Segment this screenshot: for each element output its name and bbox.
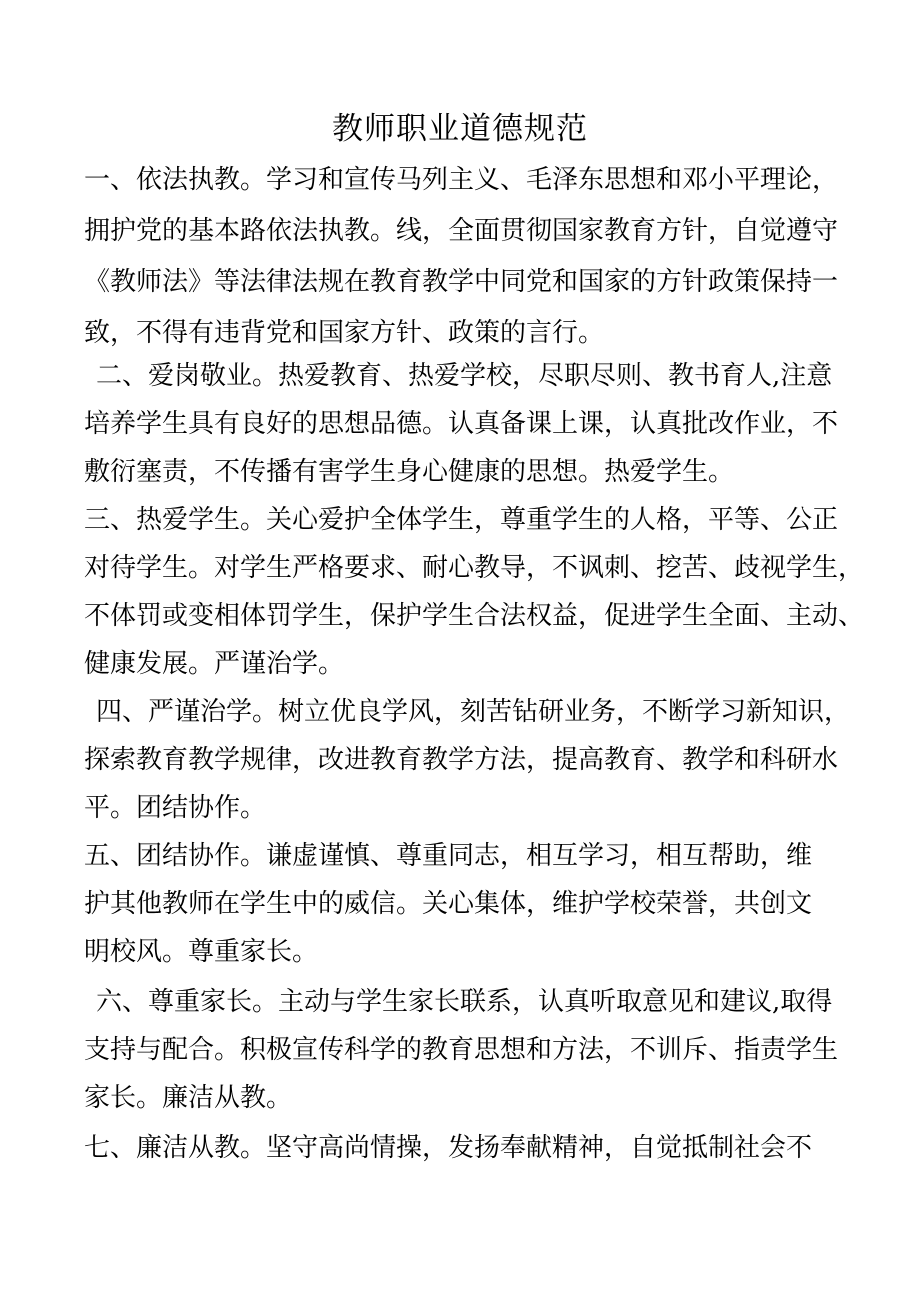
text-line: 拥护党的基本路依法执教。线，全面贯彻国家教育方针，自觉遵守	[84, 216, 839, 246]
text-line: 二、爱岗敬业。热爱教育、热爱学校，尽职尽则、教书育人,注意	[96, 361, 833, 391]
text-line: 六、尊重家长。主动与学生家长联系，认真听取意见和建议,取得	[96, 987, 833, 1017]
text-line: 明校风。尊重家长。	[84, 937, 319, 967]
text-line: 四、严谨治学。树立优良学风，刻苦钻研业务，不断学习新知识，	[96, 697, 851, 727]
text-line: 平。团结协作。	[84, 793, 267, 823]
text-line: 家长。廉洁从教。	[84, 1083, 293, 1113]
text-line: 探索教育教学规律，改进教育教学方法，提高教育、教学和科研水	[84, 745, 839, 775]
text-line: 七、廉洁从教。坚守高尚情操，发扬奉献精神，自觉抵制社会不	[84, 1133, 813, 1163]
text-line: 五、团结协作。谦虚谨慎、尊重同志，相互学习，相互帮助，维	[84, 841, 813, 871]
text-line: 健康发展。严谨治学。	[84, 649, 345, 679]
text-line: 三、热爱学生。关心爱护全体学生，尊重学生的人格，平等、公正	[84, 505, 839, 535]
text-line: 不体罚或变相体罚学生，保护学生合法权益，促进学生全面、主动、	[84, 601, 865, 631]
document-title: 教师职业道德规范	[332, 111, 588, 147]
text-line: 致，不得有违背党和国家方针、政策的言行。	[84, 318, 605, 348]
text-line: 一、依法执教。学习和宣传马列主义、毛泽东思想和邓小平理论，	[84, 165, 839, 195]
text-line: 培养学生具有良好的思想品德。认真备课上课，认真批改作业，不	[84, 409, 839, 439]
text-line: 护其他教师在学生中的威信。关心集体，维护学校荣誉，共创文	[84, 889, 813, 919]
text-line: 《教师法》等法律法规在教育教学中同党和国家的方针政策保持一	[84, 267, 839, 297]
text-line: 敷衍塞责，不传播有害学生身心健康的思想。热爱学生。	[84, 457, 735, 487]
text-line: 对待学生。对学生严格要求、耐心教导，不讽刺、挖苦、歧视学生，	[84, 553, 865, 583]
text-line: 支持与配合。积极宣传科学的教育思想和方法，不训斥、指责学生	[84, 1035, 839, 1065]
